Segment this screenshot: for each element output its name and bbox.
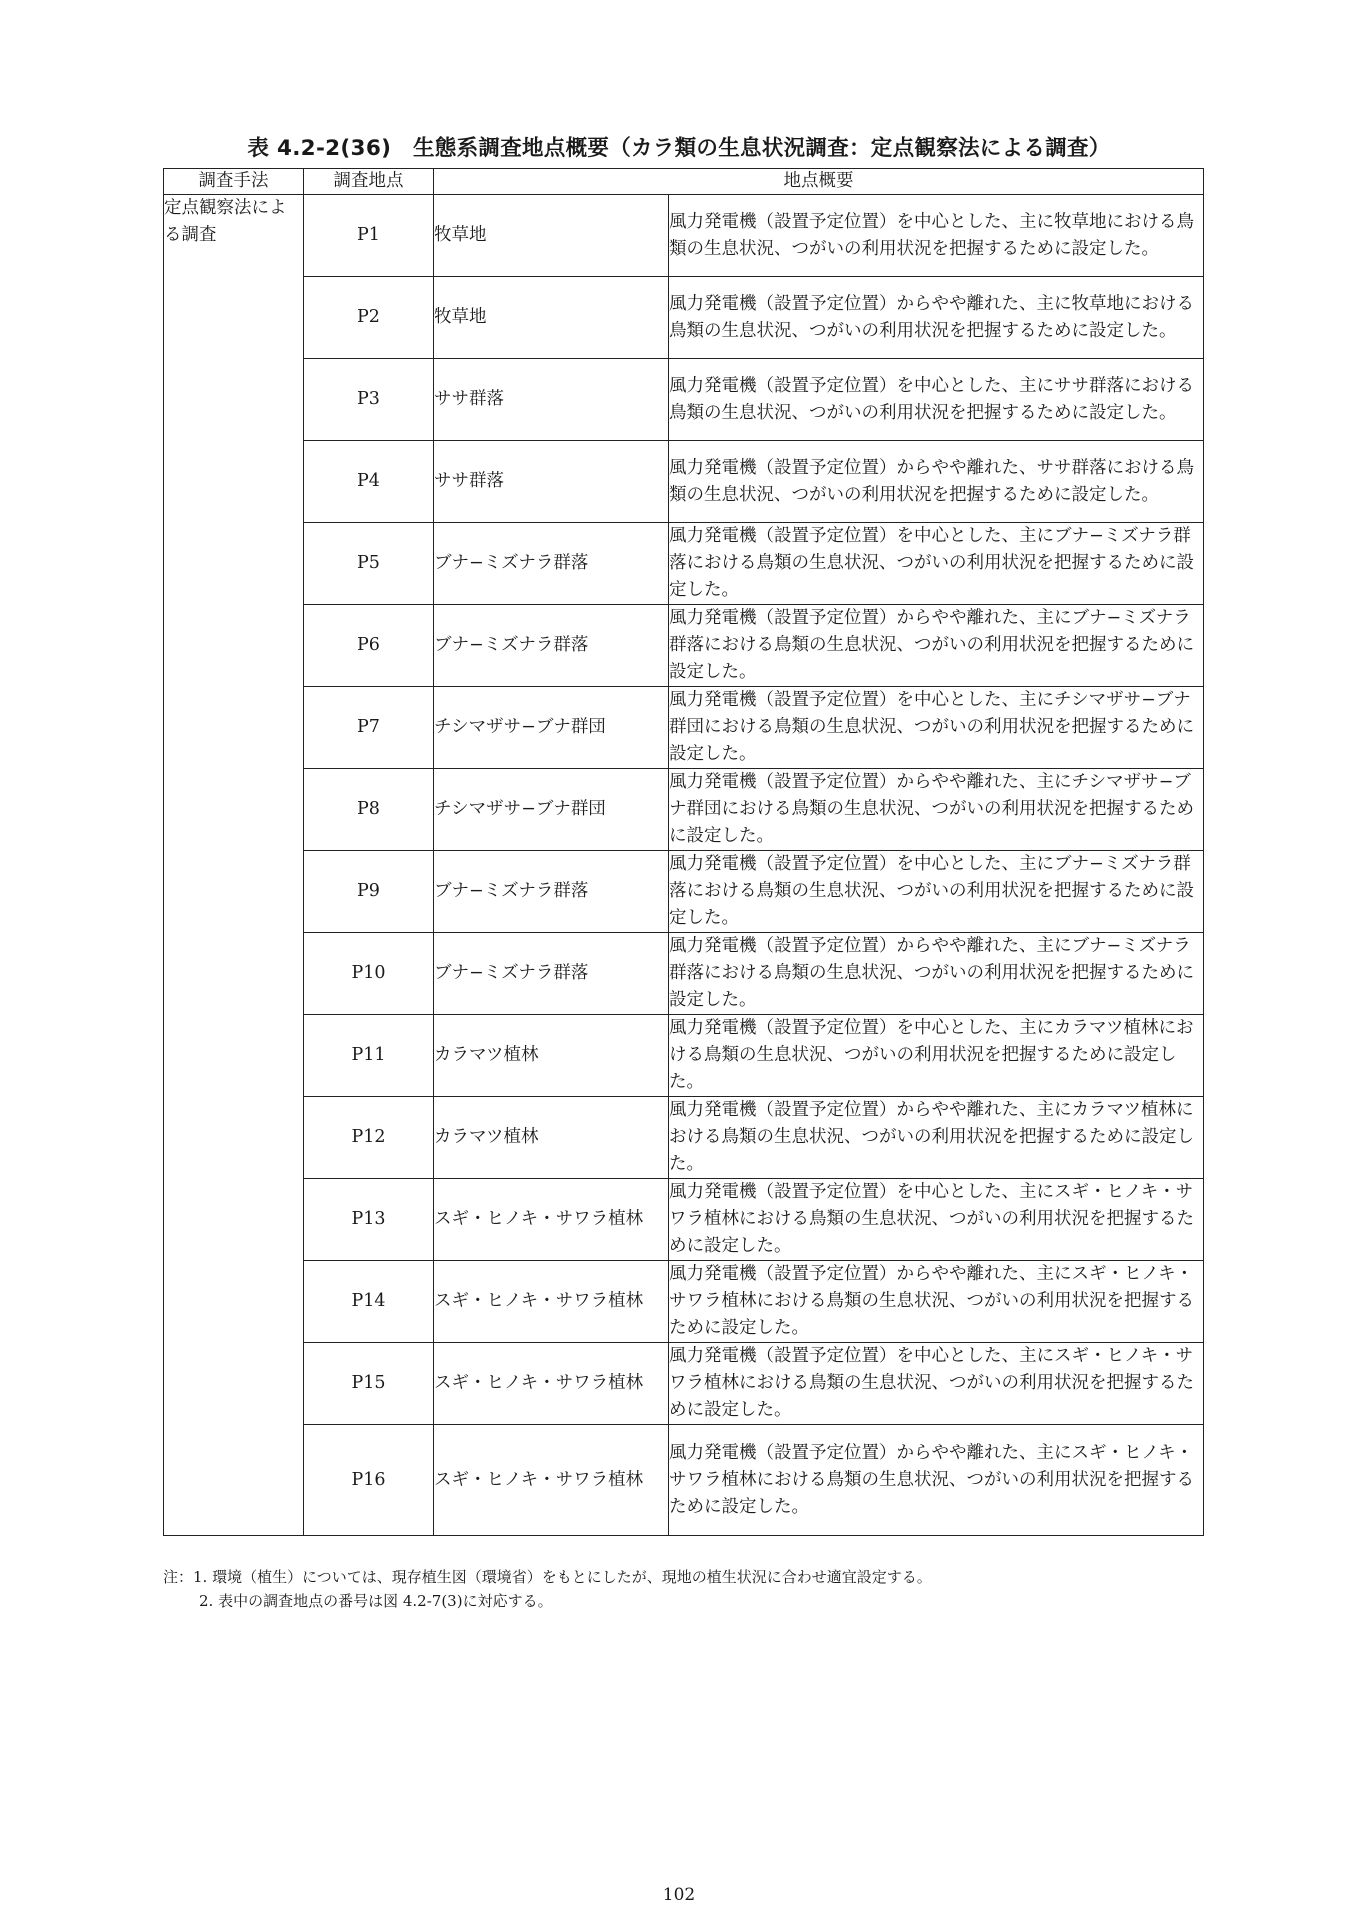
description-cell: 風力発電機（設置予定位置）からやや離れた、主にブナ−ミズナラ群落における鳥類の生息状況、つがいの利用状況を把握するために設定した。	[669, 605, 1204, 687]
site-cell: P11	[304, 1015, 434, 1097]
survey-sites-table	[163, 168, 1204, 1536]
site-cell: P3	[304, 359, 434, 441]
site-cell: P5	[304, 523, 434, 605]
description-cell: 風力発電機（設置予定位置）からやや離れた、ササ群落における鳥類の生息状況、つがいの利用状況を把握するために設定した。	[669, 441, 1204, 523]
vegetation-cell: ササ群落	[434, 441, 669, 523]
description-cell: 風力発電機（設置予定位置）からやや離れた、主にスギ・ヒノキ・サワラ植林における鳥類の生息状況、つがいの利用状況を把握するために設定した。	[669, 1425, 1204, 1536]
table-row	[164, 851, 1204, 933]
vegetation-cell: スギ・ヒノキ・サワラ植林	[434, 1343, 669, 1425]
site-cell: P9	[304, 851, 434, 933]
table-row	[164, 1179, 1204, 1261]
description-cell: 風力発電機（設置予定位置）を中心とした、主に牧草地における鳥類の生息状況、つがいの利用状況を把握するために設定した。	[669, 195, 1204, 277]
site-cell: P2	[304, 277, 434, 359]
table-header-row	[164, 169, 1204, 195]
table-row	[164, 359, 1204, 441]
vegetation-cell: スギ・ヒノキ・サワラ植林	[434, 1179, 669, 1261]
vegetation-cell: ブナ−ミズナラ群落	[434, 523, 669, 605]
table-row	[164, 441, 1204, 523]
table-row	[164, 195, 1204, 277]
header-site: 調査地点	[304, 169, 434, 195]
description-cell: 風力発電機（設置予定位置）からやや離れた、主に牧草地における鳥類の生息状況、つがいの利用状況を把握するために設定した。	[669, 277, 1204, 359]
description-cell: 風力発電機（設置予定位置）からやや離れた、主にカラマツ植林における鳥類の生息状況、つがいの利用状況を把握するために設定した。	[669, 1097, 1204, 1179]
table-row	[164, 933, 1204, 1015]
vegetation-cell: ブナ−ミズナラ群落	[434, 851, 669, 933]
note-2: 2. 表中の調査地点の番号は図 4.2-7(3)に対応する。	[199, 1592, 553, 1610]
table-row	[164, 687, 1204, 769]
table-row	[164, 1261, 1204, 1343]
site-cell: P15	[304, 1343, 434, 1425]
method-cell: 定点観察法による調査	[164, 195, 304, 1536]
table-row	[164, 1015, 1204, 1097]
table-row	[164, 523, 1204, 605]
table-row	[164, 277, 1204, 359]
description-cell: 風力発電機（設置予定位置）を中心とした、主にササ群落における鳥類の生息状況、つがいの利用状況を把握するために設定した。	[669, 359, 1204, 441]
vegetation-cell: カラマツ植林	[434, 1015, 669, 1097]
description-cell: 風力発電機（設置予定位置）を中心とした、主にブナ−ミズナラ群落における鳥類の生息状況、つがいの利用状況を把握するために設定した。	[669, 851, 1204, 933]
table-title: 表 4.2-2(36) 生態系調査地点概要（カラ類の生息状況調査：定点観察法による調査）	[247, 136, 1111, 161]
vegetation-cell: チシマザサ−ブナ群団	[434, 687, 669, 769]
description-cell: 風力発電機（設置予定位置）を中心とした、主にスギ・ヒノキ・サワラ植林における鳥類の生息状況、つがいの利用状況を把握するために設定した。	[669, 1343, 1204, 1425]
vegetation-cell: 牧草地	[434, 195, 669, 277]
table-row	[164, 1097, 1204, 1179]
site-cell: P16	[304, 1425, 434, 1536]
site-cell: P4	[304, 441, 434, 523]
description-cell: 風力発電機（設置予定位置）からやや離れた、主にチシマザサ−ブナ群団における鳥類の生息状況、つがいの利用状況を把握するために設定した。	[669, 769, 1204, 851]
description-cell: 風力発電機（設置予定位置）を中心とした、主にスギ・ヒノキ・サワラ植林における鳥類の生息状況、つがいの利用状況を把握するために設定した。	[669, 1179, 1204, 1261]
site-cell: P14	[304, 1261, 434, 1343]
header-method: 調査手法	[164, 169, 304, 195]
vegetation-cell: チシマザサ−ブナ群団	[434, 769, 669, 851]
site-cell: P1	[304, 195, 434, 277]
site-cell: P13	[304, 1179, 434, 1261]
page-number: 102	[662, 1885, 696, 1905]
vegetation-cell: スギ・ヒノキ・サワラ植林	[434, 1425, 669, 1536]
table-row	[164, 769, 1204, 851]
description-cell: 風力発電機（設置予定位置）からやや離れた、主にスギ・ヒノキ・サワラ植林における鳥類の生息状況、つがいの利用状況を把握するために設定した。	[669, 1261, 1204, 1343]
site-cell: P10	[304, 933, 434, 1015]
table-row	[164, 605, 1204, 687]
vegetation-cell: ブナ−ミズナラ群落	[434, 605, 669, 687]
vegetation-cell: カラマツ植林	[434, 1097, 669, 1179]
table-row	[164, 1343, 1204, 1425]
header-overview: 地点概要	[434, 169, 1204, 195]
description-cell: 風力発電機（設置予定位置）を中心とした、主にブナ−ミズナラ群落における鳥類の生息状況、つがいの利用状況を把握するために設定した。	[669, 523, 1204, 605]
description-cell: 風力発電機（設置予定位置）からやや離れた、主にブナ−ミズナラ群落における鳥類の生息状況、つがいの利用状況を把握するために設定した。	[669, 933, 1204, 1015]
vegetation-cell: ササ群落	[434, 359, 669, 441]
vegetation-cell: スギ・ヒノキ・サワラ植林	[434, 1261, 669, 1343]
site-cell: P6	[304, 605, 434, 687]
note-1: 注：1. 環境（植生）については、現存植生図（環境省）をもとにしたが、現地の植生状況に合わせ適宜設定する。	[163, 1568, 932, 1586]
vegetation-cell: ブナ−ミズナラ群落	[434, 933, 669, 1015]
table-body	[164, 195, 1204, 1536]
site-cell: P12	[304, 1097, 434, 1179]
site-cell: P8	[304, 769, 434, 851]
description-cell: 風力発電機（設置予定位置）を中心とした、主にチシマザサ−ブナ群団における鳥類の生息状況、つがいの利用状況を把握するために設定した。	[669, 687, 1204, 769]
table-row	[164, 1425, 1204, 1536]
table-notes	[163, 1565, 932, 1613]
vegetation-cell: 牧草地	[434, 277, 669, 359]
description-cell: 風力発電機（設置予定位置）を中心とした、主にカラマツ植林における鳥類の生息状況、つがいの利用状況を把握するために設定した。	[669, 1015, 1204, 1097]
site-cell: P7	[304, 687, 434, 769]
